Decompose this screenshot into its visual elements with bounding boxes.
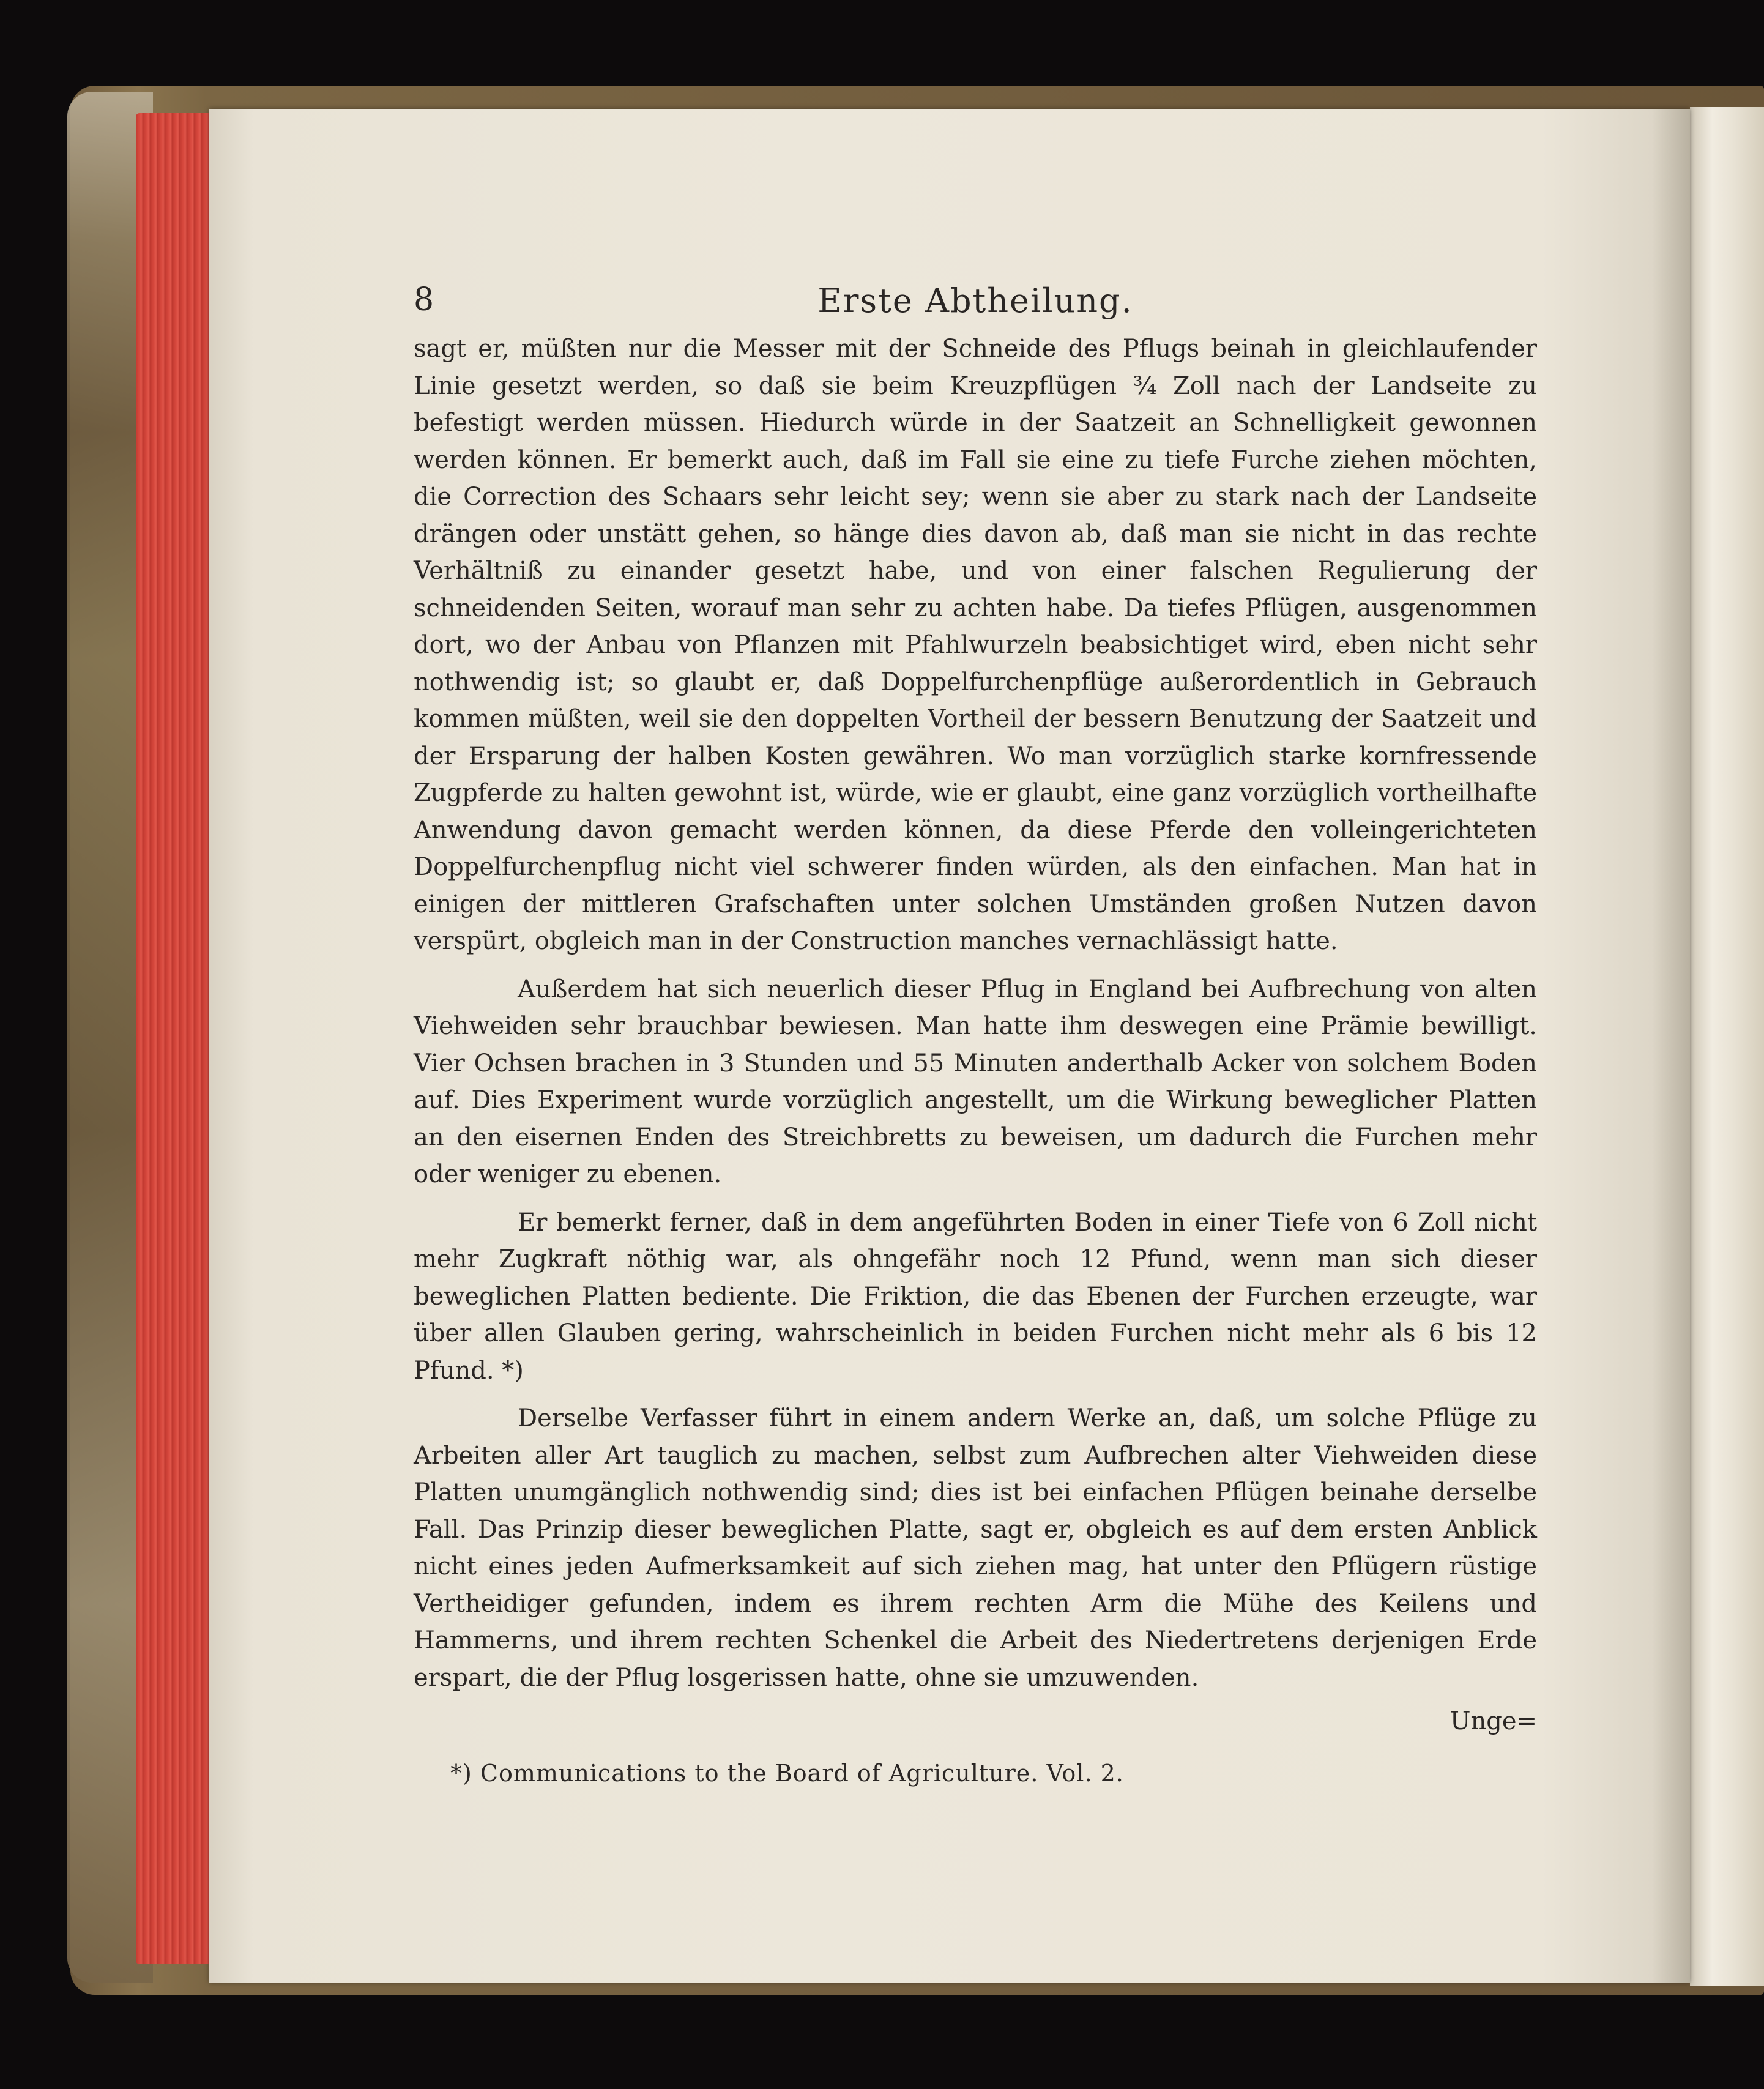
page-edges <box>136 113 215 1964</box>
paragraph: Er bemerkt ferner, daß in dem angeführten Boden in einer Tiefe von 6 Zoll nicht mehr Zugkraft nöthig war, als ohngefähr noch 12 Pfund, wenn man sich dieser beweglichen Platten bediente. Die Friktion, die das Ebenen der Furchen erzeugte, war über allen Glauben gering, wahrscheinlich in beiden Furchen nicht mehr als 6 bis 12 Pfund. *) <box>414 1208 1537 1385</box>
running-head: Erste Abtheilung. <box>817 281 1133 320</box>
page-number: 8 <box>414 281 434 318</box>
paragraph: Derselbe Verfasser führt in einem andern Werke an, daß, um solche Pflüge zu Arbeiten aller Art tauglich zu machen, selbst zum Aufbrechen alter Viehweiden diese Platten unumgänglich nothwendig sind; dies ist bei einfachen Pflügen beinahe derselbe Fall. Das Prinzip dieser beweglichen Platte, sagt er, obgleich es auf dem ersten Anblick nicht eines jeden Aufmerksamkeit auf sich ziehen mag, hat unter den Pflügern rüstige Vertheidiger gefunden, indem es ihrem rechten Arm die Mühe des Keilens und Hammerns, und ihrem rechten Schenkel die Arbeit des Niedertretens derjenigen Erde erspart, die der Pflug losgerissen hatte, ohne sie umzuwenden. <box>414 1404 1537 1692</box>
facing-page-edge <box>1690 107 1764 1986</box>
gutter-shadow <box>1652 109 1690 1983</box>
catchword: Unge= <box>1450 1707 1537 1735</box>
paragraph: Außerdem hat sich neuerlich dieser Pflug in England bei Aufbrechung von alten Viehweiden sehr brauchbar bewiesen. Man hatte ihm deswegen eine Prämie bewilligt. Vier Ochsen brachen in 3 Stunden und 55 Minuten anderthalb Acker von solchem Boden auf. Dies Experiment wurde vorzüglich angestellt, um die Wirkung beweglicher Platten an den eisernen Enden des Streichbretts zu beweisen, um dadurch die Furchen mehr oder weniger zu ebenen. <box>414 975 1537 1188</box>
footnote: *) Communications to the Board of Agriculture. Vol. 2. <box>450 1760 1124 1787</box>
text-block <box>414 281 1537 1787</box>
body-text <box>414 330 1537 1696</box>
page-header <box>414 281 1537 330</box>
paragraph: sagt er, müßten nur die Messer mit der Schneide des Pflugs beinah in gleichlaufender Linie gesetzt werden, so daß sie beim Kreuzpflügen ¾ Zoll nach der Landseite zu befestigt werden müssen. Hiedurch würde in der Saatzeit an Schnelligkeit gewonnen werden können. Er bemerkt auch, daß im Fall sie eine zu tiefe Furche ziehen möchten, die Correction des Schaars sehr leicht sey; wenn sie aber zu stark nach der Landseite drängen oder unstätt gehen, so hänge dies davon ab, daß man sie nicht in das rechte Verhältniß zu einander gesetzt habe, und von einer falschen Regulierung der schneidenden Seiten, worauf man sehr zu achten habe. Da tiefes Pflügen, ausgenommen dort, wo der Anbau von Pflanzen mit Pfahlwurzeln beabsichtiget wird, eben nicht sehr nothwendig ist; so glaubt er, daß Doppelfurchenpflüge außerordentlich in Gebrauch kommen müßten, weil sie den doppelten Vortheil der bessern Benutzung der Saatzeit und der Ersparung der halben Kosten gewähren. Wo man vorzüglich starke kornfressende Zugpferde zu halten gewohnt ist, würde, wie er glaubt, eine ganz vorzüglich vortheilhafte Anwendung davon gemacht werden können, da diese Pferde den volleingerichteten Doppelfurchenpflug nicht viel schwerer finden würden, als den einfachen. Man hat in einigen der mittleren Grafschaften unter solchen Umständen großen Nutzen davon verspürt, obgleich man in der Construction manches vernachlässigt hatte. <box>414 335 1537 955</box>
